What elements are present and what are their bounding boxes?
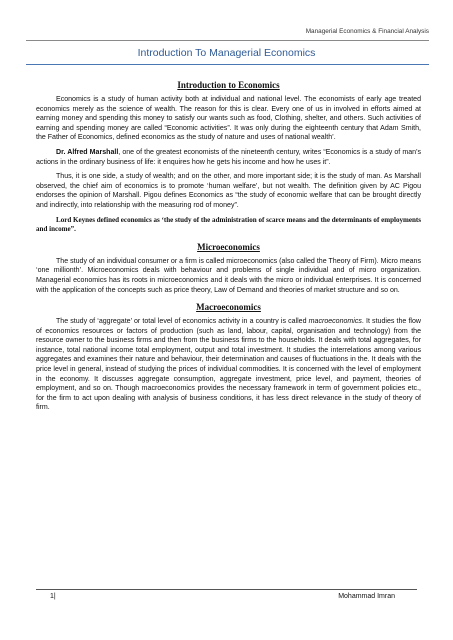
macro-paragraph (36, 317, 421, 413)
section-heading-intro: Introduction to Economics (177, 80, 280, 90)
running-header: Managerial Economics & Financial Analysis (305, 28, 429, 35)
body-content (36, 80, 421, 418)
marshall-name: Dr. Alfred Marshall (56, 148, 119, 156)
header-divider (26, 40, 429, 41)
intro-paragraph-2 (36, 148, 421, 167)
page-number: 1| (50, 593, 56, 600)
footer-author: Mohammad Imran (338, 593, 395, 600)
intro-paragraph-keynes: Lord Keynes defined economics as ‘the study of the administration of scarce means and the determinants of employments and income”. (36, 215, 421, 234)
micro-paragraph: The study of an individual consumer or a firm is called microeconomics (also called the Theory of Firm). Micro means ‘one millionth’. Microeconomics deals with behaviour and problems of single individual and of micro organization. Managerial economics has its roots in microeconomics and it deals with the micro or individual enterprises. It is concerned with the application of the concepts such as price theory, Law of Demand and theories of market structure and so on. (36, 257, 421, 294)
section-heading-micro: Microeconomics (197, 241, 260, 252)
title-divider (26, 64, 429, 65)
document-title: Introduction To Managerial Economics (137, 47, 316, 59)
footer-divider (36, 589, 417, 590)
macro-text-a: The study of ‘aggregate’ or total level of economics activity in a country is called (56, 318, 309, 326)
intro-paragraph-1: Economics is a study of human activity both at individual and national level. The economists of early age treated economics merely as the science of wealth. The reason for this is clear. Every one of us in involved in efforts aimed at earning money and spending this money to satisfy our wants such as food, Clothing, shelter, and others. Such activities of earning and spending money are called “Economic activities”. It was only during the eighteenth century that Adam Smith, the Father of Economics, defined economics as the study of nature and uses of national wealth’. (36, 96, 421, 142)
marshall-quote: , one of the greatest economists of the nineteenth century, writes “Economics is a study of man’s actions in the ordinary business of life: it enquires how he gets his income and how he uses it”. (36, 148, 421, 166)
section-heading-macro: Macroeconomics (196, 302, 261, 313)
intro-paragraph-3: Thus, it is one side, a study of wealth; and on the other, and more important side; it is the study of man. As Marshall observed, the chief aim of economics is to promote ‘human welfare’, but not wealth. The definition given by AC Pigou endorses the opinion of Marshall. Pigou defines Economics as “the study of economic welfare that can be brought directly and indirectly, into relationship with the measuring rod of money”. (36, 173, 421, 209)
macro-term: macroeconomics (308, 318, 362, 326)
macro-text-b: . It studies the flow of economics resources or factors of production (such as land, labour, capital, organisation and technology) from the resource owner to the business firms and then from the business firms to the households. It deals with total aggregates, for instance, total national income total employment, output and total investment. It studies the interrelations among various aggregates and examines their nature and behaviour, their determination and causes of fluctuations in the. It deals with the price level in general, instead of studying the prices of individual commodities. It is concerned with the level of employment in the economy. It discusses aggregate consumption, aggregate investment, price level, and payment, theories of employment, and so on. Though macroeconomics provides the necessary framework in term of government policies etc., for the firm to act upon dealing with analysis of business conditions, it has less direct relevance in the study of theory of firm. (36, 318, 421, 412)
